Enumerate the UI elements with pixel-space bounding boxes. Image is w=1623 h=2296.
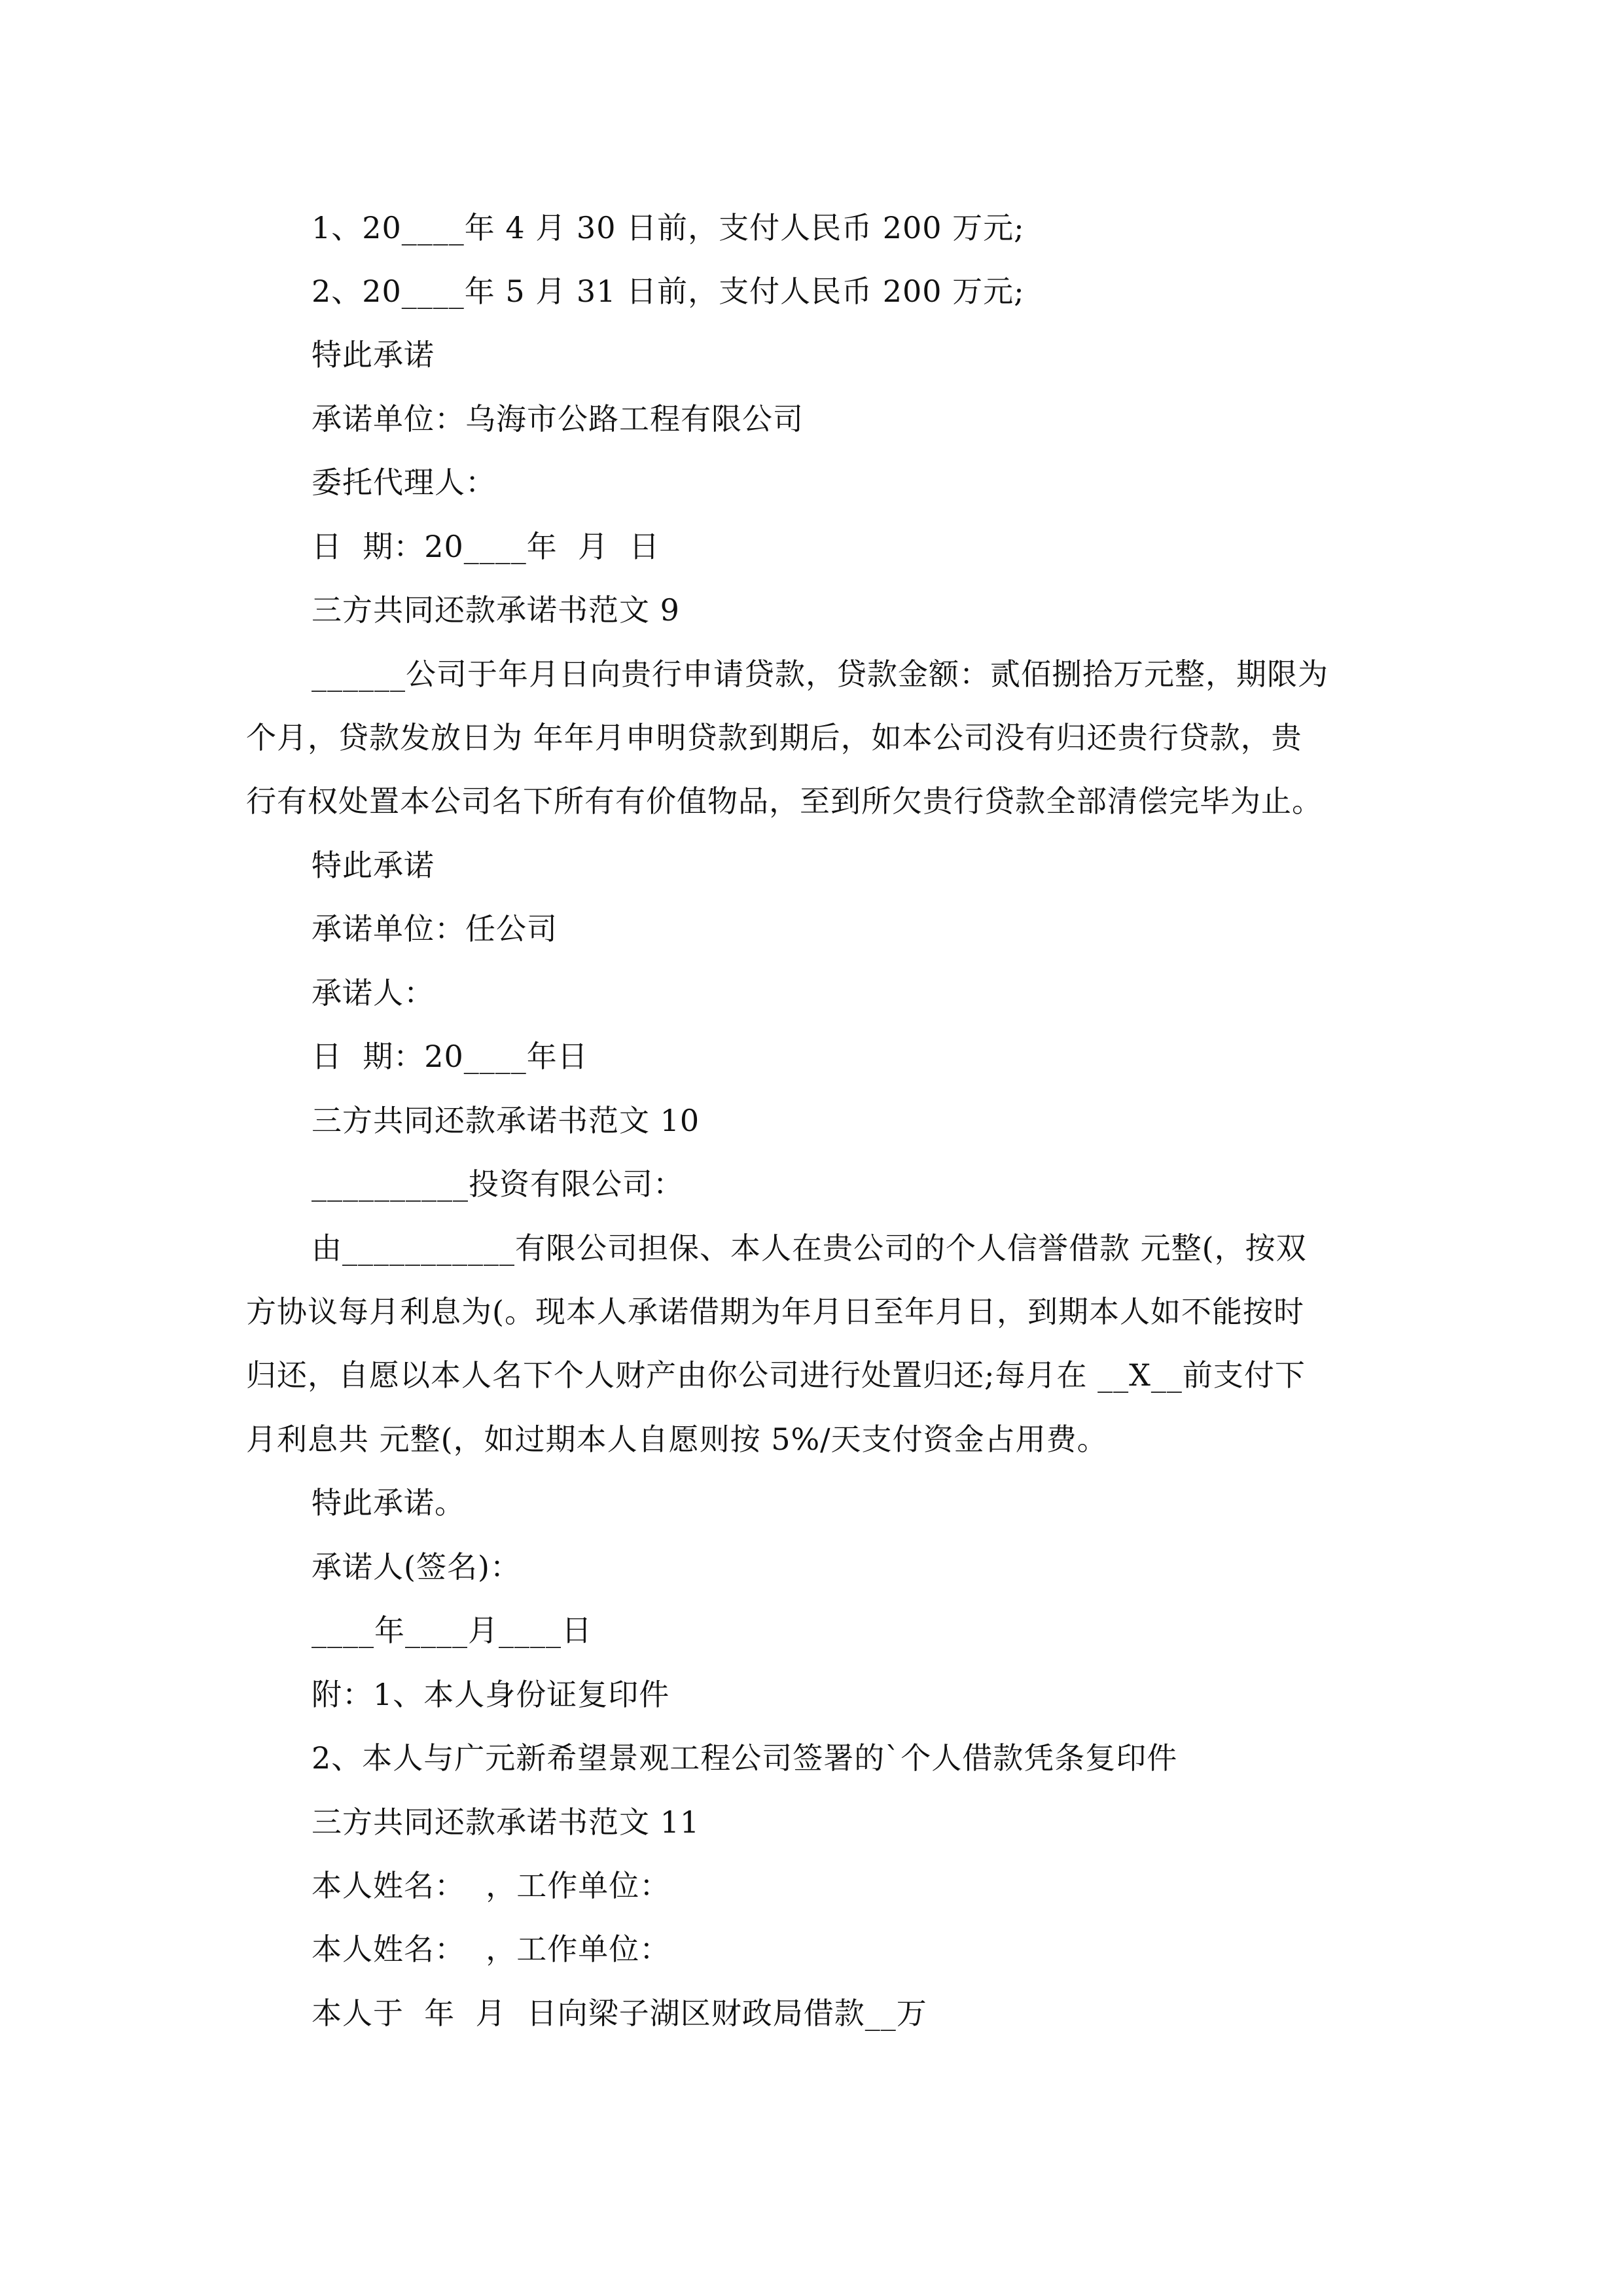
text-line: __________投资有限公司： <box>312 1166 684 1202</box>
text-line: 委托代理人： <box>312 465 496 500</box>
text-line: ____年____月____日 <box>312 1613 592 1648</box>
text-line: 特此承诺。 <box>312 1485 465 1520</box>
text-line: 承诺单位：任公司 <box>312 911 558 946</box>
text-line: 月利息共 元整(，如过期本人自愿则按 5%/天支付资金占用费。 <box>246 1422 1108 1457</box>
section-title: 三方共同还款承诺书范文 11 <box>312 1804 700 1840</box>
text-line: 附：1、本人身份证复印件 <box>312 1677 670 1712</box>
section-title: 三方共同还款承诺书范文 9 <box>312 592 680 628</box>
text-line: 承诺人： <box>312 975 435 1011</box>
text-line: ______公司于年月日向贵行申请贷款，贷款金额：贰佰捌拾万元整，期限为 <box>312 656 1329 692</box>
text-line: 方协议每月利息为(。现本人承诺借期为年月日至年月日，到期本人如不能按时 <box>246 1294 1304 1329</box>
text-line: 本人于 年 月 日向梁子湖区财政局借款__万 <box>312 1996 927 2031</box>
text-line: 2、20____年 5 月 31 日前，支付人民币 200 万元; <box>312 274 1025 309</box>
text-line: 归还，自愿以本人名下个人财产由你公司进行处置归还;每月在 __X__前支付下 <box>246 1357 1306 1393</box>
text-line: 承诺单位：乌海市公路工程有限公司 <box>312 401 804 437</box>
text-line: 由___________有限公司担保、本人在贵公司的个人信誉借款 元整(，按双 <box>312 1230 1307 1266</box>
text-line: 日 期：20____年 月 日 <box>312 529 660 564</box>
text-line: 特此承诺 <box>312 337 435 372</box>
text-line: 个月，贷款发放日为 年年月申明贷款到期后，如本公司没有归还贵行贷款，贵 <box>246 720 1302 755</box>
text-line: 承诺人(签名)： <box>312 1549 521 1585</box>
section-title: 三方共同还款承诺书范文 10 <box>312 1103 700 1138</box>
text-line: 行有权处置本公司名下所有有价值物品，至到所欠贵行贷款全部清偿完毕为止。 <box>246 783 1323 819</box>
text-line: 1、20____年 4 月 30 日前，支付人民币 200 万元; <box>312 210 1025 245</box>
text-line: 2、本人与广元新希望景观工程公司签署的`个人借款凭条复印件 <box>312 1740 1178 1776</box>
text-line: 本人姓名： ，工作单位： <box>312 1868 671 1903</box>
text-line: 日 期：20____年日 <box>312 1039 588 1074</box>
text-line: 特此承诺 <box>312 848 435 883</box>
text-line: 本人姓名： ，工作单位： <box>312 1931 671 1967</box>
